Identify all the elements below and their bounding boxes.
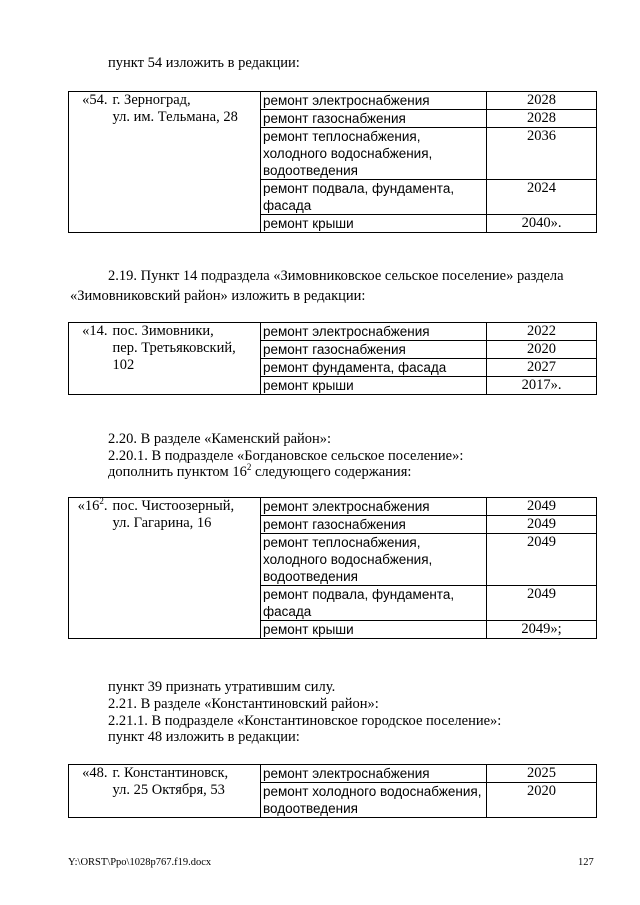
- year-cell: 2020: [487, 341, 597, 359]
- work-type-line: ремонт электроснабжения: [263, 499, 430, 514]
- address-line: ул. Гагарина, 16: [112, 515, 212, 531]
- work-type-line: ремонт электроснабжения: [263, 766, 430, 781]
- address-line: г. Зерноград,: [112, 92, 191, 108]
- work-type-line: ремонт крыши: [263, 622, 354, 637]
- table-item-48: [68, 764, 597, 818]
- para-2-19-line1: 2.19. Пункт 14 подраздела «Зимовниковское сельское поселение» раздела: [108, 268, 564, 284]
- work-type-line: фасада: [263, 604, 312, 619]
- address-line: г. Константиновск,: [112, 765, 229, 781]
- work-type-cell: [261, 341, 487, 359]
- table-row: [69, 765, 597, 783]
- work-type-line: холодного водоснабжения,: [263, 146, 433, 161]
- work-type-cell: [261, 516, 487, 534]
- work-type-cell: [261, 180, 487, 215]
- item-number: «$16^2$.: [69, 498, 111, 639]
- work-type-cell: [261, 323, 487, 341]
- year-cell: 2040».: [487, 215, 597, 233]
- year-cell: 2036: [487, 128, 597, 180]
- work-type-line: ремонт фундамента, фасада: [263, 360, 447, 375]
- year-cell: 2049: [487, 516, 597, 534]
- item-address: [111, 765, 261, 818]
- year-cell: 2017».: [487, 377, 597, 395]
- work-type-line: ремонт подвала, фундамента,: [263, 181, 455, 196]
- work-type-cell: [261, 92, 487, 110]
- work-type-line: ремонт электроснабжения: [263, 324, 430, 339]
- item-number: «54.: [69, 92, 111, 233]
- year-cell: 2049: [487, 586, 597, 621]
- work-type-line: водоотведения: [263, 801, 358, 816]
- work-type-line: водоотведения: [263, 163, 358, 178]
- table-row: [69, 92, 597, 110]
- work-type-cell: [261, 765, 487, 783]
- item-number: «48.: [69, 765, 111, 818]
- year-cell: 2028: [487, 92, 597, 110]
- address-line: пос. Зимовники,: [112, 323, 214, 339]
- year-cell: 2049: [487, 534, 597, 586]
- intro-text: пункт 54 изложить в редакции:: [108, 55, 300, 71]
- address-line: пос. Чистоозерный,: [112, 498, 235, 514]
- work-type-line: ремонт крыши: [263, 378, 354, 393]
- work-type-cell: [261, 586, 487, 621]
- table-item-14: [68, 322, 597, 395]
- table-row: [69, 498, 597, 516]
- para-2-20-line3: дополнить пунктом $16^2$ следующего содержания:: [108, 462, 412, 480]
- year-cell: 2024: [487, 180, 597, 215]
- item-address: [111, 498, 261, 639]
- work-type-line: ремонт подвала, фундамента,: [263, 587, 455, 602]
- work-type-cell: [261, 534, 487, 586]
- para-2-21-line3: пункт 48 изложить в редакции:: [108, 729, 300, 745]
- item-address: [111, 323, 261, 395]
- work-type-line: ремонт электроснабжения: [263, 93, 430, 108]
- work-type-line: ремонт газоснабжения: [263, 342, 406, 357]
- year-cell: 2027: [487, 359, 597, 377]
- address-line: ул. им. Тельмана, 28: [112, 109, 238, 125]
- item-address: [111, 92, 261, 233]
- work-type-cell: [261, 110, 487, 128]
- para-2-20-line1: 2.20. В разделе «Каменский район»:: [108, 431, 332, 447]
- work-type-line: холодного водоснабжения,: [263, 552, 433, 567]
- work-type-cell: [261, 783, 487, 818]
- address-line: 102: [112, 357, 135, 373]
- year-cell: 2049: [487, 498, 597, 516]
- para-2-21-line0: пункт 39 признать утратившим силу.: [108, 679, 336, 695]
- work-type-line: ремонт холодного водоснабжения,: [263, 784, 482, 799]
- work-type-cell: [261, 359, 487, 377]
- address-line: пер. Третьяковский,: [112, 340, 236, 356]
- work-type-cell: [261, 621, 487, 639]
- year-cell: 2020: [487, 783, 597, 818]
- work-type-line: ремонт газоснабжения: [263, 111, 406, 126]
- footer-page-number: 127: [578, 857, 594, 868]
- work-type-cell: [261, 377, 487, 395]
- item-number: «14.: [69, 323, 111, 395]
- year-cell: 2025: [487, 765, 597, 783]
- para-2-19-line2: «Зимовниковский район» изложить в редакции:: [70, 288, 366, 304]
- work-type-cell: [261, 215, 487, 233]
- para-2-21-line2: 2.21.1. В подразделе «Константиновское городское поселение»:: [108, 713, 502, 729]
- work-type-line: водоотведения: [263, 569, 358, 584]
- work-type-line: ремонт теплоснабжения,: [263, 535, 421, 550]
- para-2-21-line1: 2.21. В разделе «Константиновский район»:: [108, 696, 379, 712]
- table-item-54: [68, 91, 597, 233]
- work-type-cell: [261, 128, 487, 180]
- work-type-line: ремонт теплоснабжения,: [263, 129, 421, 144]
- table-row: [69, 323, 597, 341]
- year-cell: 2022: [487, 323, 597, 341]
- work-type-cell: [261, 498, 487, 516]
- para-2-20-line2: 2.20.1. В подразделе «Богдановское сельское поселение»:: [108, 448, 464, 464]
- work-type-line: фасада: [263, 198, 312, 213]
- year-cell: 2049»;: [487, 621, 597, 639]
- table-item-16-2: [68, 497, 597, 639]
- year-cell: 2028: [487, 110, 597, 128]
- footer-file-path: Y:\ORST\Ppo\1028p767.f19.docx: [68, 857, 212, 868]
- address-line: ул. 25 Октября, 53: [112, 782, 225, 798]
- work-type-line: ремонт крыши: [263, 216, 354, 231]
- work-type-line: ремонт газоснабжения: [263, 517, 406, 532]
